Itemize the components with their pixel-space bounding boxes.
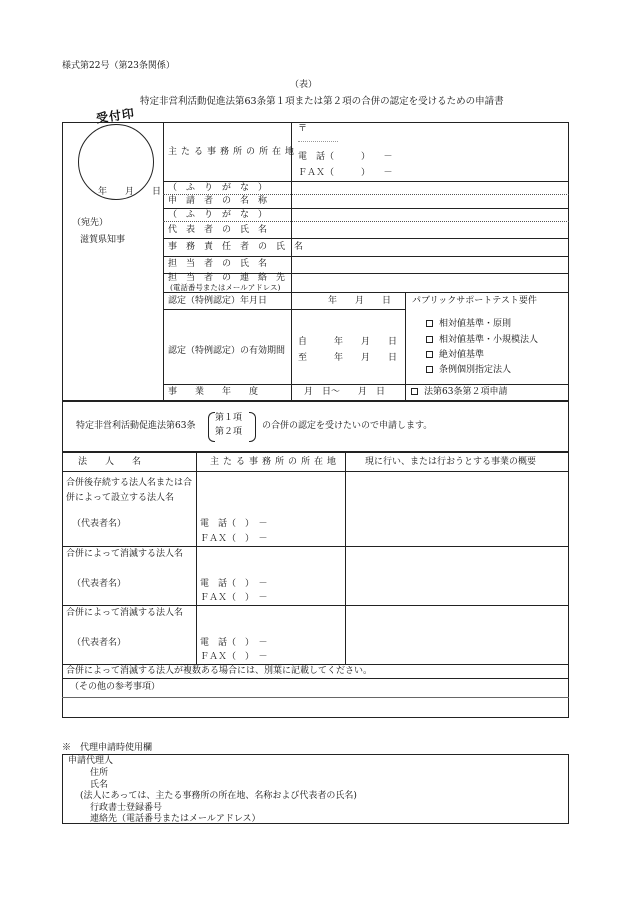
contact-label: 担 当 者 の 連 絡 先 xyxy=(168,273,286,283)
governor-label: 滋賀県知事 xyxy=(80,235,126,245)
postal-mark: 〒 xyxy=(298,124,308,134)
art63-option[interactable]: 法第63条第２項申請 xyxy=(411,388,507,397)
pst-option-1[interactable]: 相対値基準・原則 xyxy=(426,320,511,329)
statement-option-1: 第１項 xyxy=(215,413,243,423)
checkbox-icon[interactable] xyxy=(426,336,433,343)
agent-line-4: (法人にあっては、主たる事務所の所在地、名称および代表者の氏名) xyxy=(80,791,357,801)
header-business: 現に行い、または行おうとする事業の概要 xyxy=(365,457,537,467)
validity-from: 自 年 月 日 xyxy=(298,337,398,347)
checkbox-icon[interactable] xyxy=(426,366,433,373)
merger-row-3-rep: （代表者名） xyxy=(72,638,127,648)
applicant-name-label: 申 請 者 の 名 称 xyxy=(168,196,268,206)
statement-option-2: 第２項 xyxy=(215,427,243,437)
pst-option-4[interactable]: 条例個別指定法人 xyxy=(426,366,511,375)
applicant-fax: ＦＡＸ（ ） － xyxy=(298,168,393,178)
statement-suffix: の合併の認定を受けたいので申請します。 xyxy=(262,421,433,431)
agent-line-2: 住所 xyxy=(90,768,109,778)
merger-row-2-tel: 電 話（ ） － xyxy=(200,579,268,589)
agent-line-6: 連絡先（電話番号またはメールアドレス） xyxy=(90,814,261,824)
merger-row-3-fax-tel: 電 話（ ） － xyxy=(200,638,268,648)
header-corp-name: 法 人 名 xyxy=(78,457,142,467)
pst-option-3[interactable]: 絶対値基準 xyxy=(426,351,484,360)
agent-line-5: 行政書士登録番号 xyxy=(90,803,163,813)
merger-note: 合併によって消滅する法人が複数ある場合には、別葉に記載してください。 xyxy=(66,666,373,676)
side-label: （表） xyxy=(290,80,318,90)
furigana-label-2: （ ふ り が な ） xyxy=(168,210,268,220)
receipt-stamp-label: 受付印 xyxy=(95,106,136,126)
merger-row-3-name-label: 合併によって消滅する法人名 xyxy=(66,608,184,618)
merger-row-1-name-label: 合併後存続する法人名または合併によって設立する法人名 xyxy=(66,478,193,503)
receipt-date: 年 月 日 xyxy=(98,187,162,197)
form-title: 特定非営利活動促進法第63条第１項または第２項の合併の認定を受けるための申請書 xyxy=(140,96,504,107)
agent-section-title: ※ 代理申請時使用欄 xyxy=(62,743,153,753)
cert-date-value: 年 月 日 xyxy=(328,296,392,306)
statement-prefix: 特定非営利活動促進法第63条 xyxy=(76,421,196,431)
contact-note: (電話番号またはメールアドレス) xyxy=(170,283,281,292)
contact-person-label: 担 当 者 の 氏 名 xyxy=(168,259,268,269)
applicant-tel: 電 話（ ） － xyxy=(298,152,393,162)
pst-option-2[interactable]: 相対値基準・小規模法人 xyxy=(426,336,538,345)
office-address-label: 主たる事務所の所在地 xyxy=(168,147,299,157)
fiscal-year-value: 月 日～ 月 日 xyxy=(304,387,386,397)
officer-label: 事 務 責 任 者 の 氏 名 xyxy=(168,242,304,252)
merger-row-2-name-label: 合併によって消滅する法人名 xyxy=(66,549,184,559)
other-notes-label: （その他の参考事項） xyxy=(70,682,161,692)
fiscal-year-label: 事 業 年 度 xyxy=(168,387,259,397)
form-number: 様式第22号（第23条関係） xyxy=(62,61,175,71)
checkbox-icon[interactable] xyxy=(426,320,433,327)
validity-label: 認定（特例認定）の有効期間 xyxy=(168,346,286,356)
checkbox-icon[interactable] xyxy=(411,388,418,395)
agent-line-1: 申請代理人 xyxy=(68,756,114,766)
checkbox-icon[interactable] xyxy=(426,351,433,358)
merger-row-3-fax: ＦＡＸ（ ） － xyxy=(200,652,268,662)
header-office: 主たる事務所の所在地 xyxy=(210,457,341,467)
merger-row-2-rep: （代表者名） xyxy=(72,579,127,589)
cert-date-label: 認定（特例認定）年月日 xyxy=(168,296,268,306)
merger-row-1-fax: ＦＡＸ（ ） － xyxy=(200,534,268,544)
merger-row-2-fax: ＦＡＸ（ ） － xyxy=(200,593,268,603)
merger-row-1-rep: （代表者名） xyxy=(72,519,127,529)
furigana-label-1: （ ふ り が な ） xyxy=(168,183,268,193)
addressee-label: （宛先） xyxy=(72,218,109,228)
merger-row-1-tel: 電 話（ ） － xyxy=(200,519,268,529)
validity-to: 至 年 月 日 xyxy=(298,353,398,363)
pst-label: パブリックサポートテスト要件 xyxy=(412,296,537,306)
representative-label: 代 表 者 の 氏 名 xyxy=(168,225,268,235)
agent-line-3: 氏名 xyxy=(90,780,109,790)
